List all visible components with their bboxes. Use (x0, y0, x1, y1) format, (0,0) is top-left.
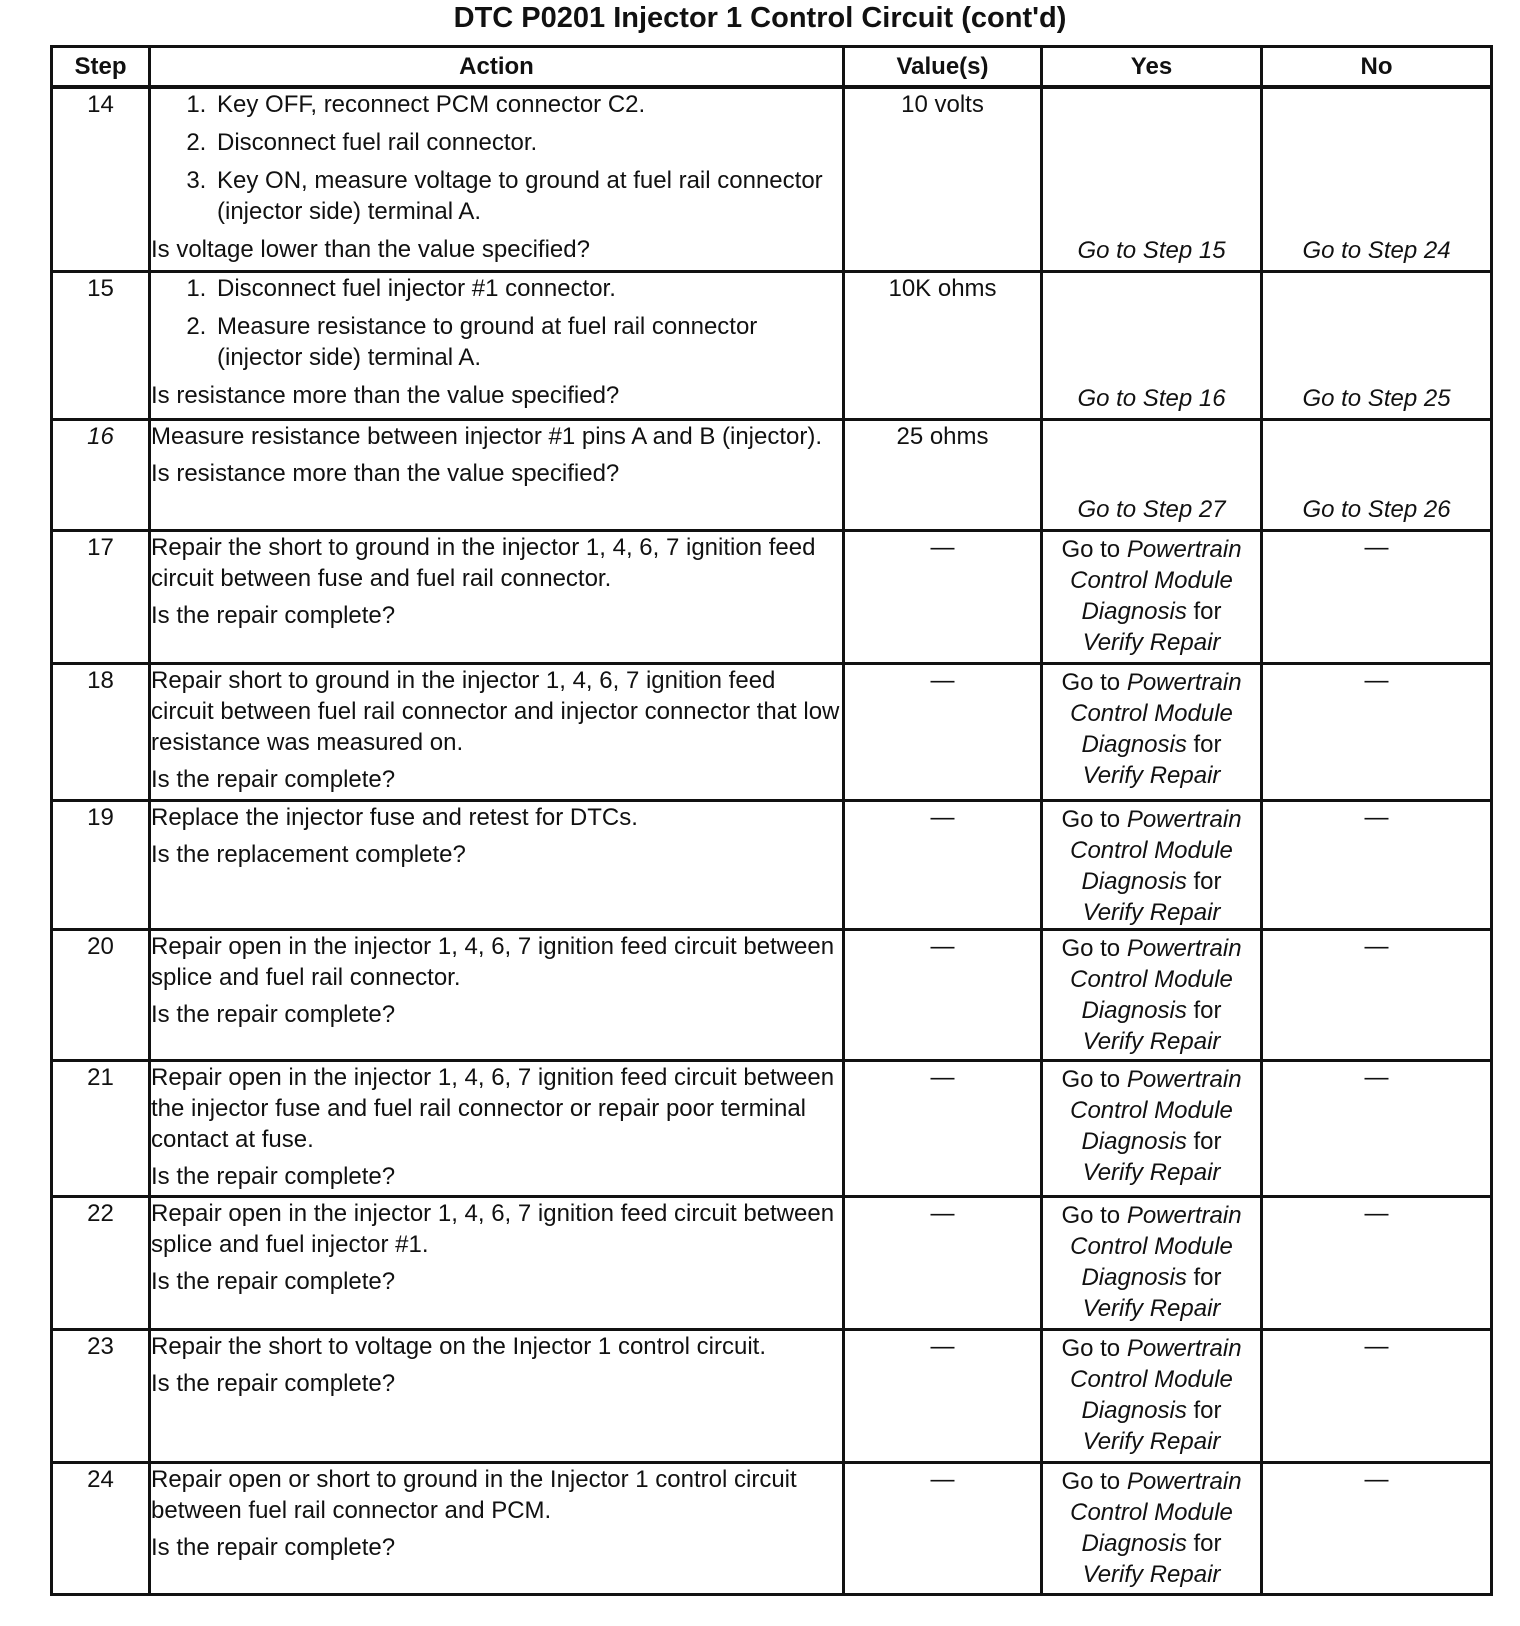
empty-no-dash: — (1364, 1465, 1389, 1493)
step-number: 22 (52, 1196, 150, 1329)
action-text: Repair open in the injector 1, 4, 6, 7 ignition feed circuit between splice and fuel rail connector. (151, 932, 835, 991)
empty-value-dash: — (930, 803, 955, 831)
table-row (52, 800, 1492, 929)
table-row (52, 271, 1492, 419)
no-cell (1262, 530, 1492, 663)
empty-no-dash: — (1364, 932, 1389, 960)
step-number: 23 (52, 1329, 150, 1462)
step-number: 21 (52, 1060, 150, 1196)
action-question: Is the repair complete? (151, 765, 396, 793)
yes-goto: Go to Step 16 (1077, 384, 1226, 412)
value-cell (844, 800, 1042, 929)
action-cell (150, 929, 844, 1060)
empty-no-dash: — (1364, 1199, 1389, 1227)
action-question: Is the repair complete? (151, 1533, 396, 1561)
yes-cell (1042, 800, 1262, 929)
action-cell (150, 800, 844, 929)
table-row (52, 1462, 1492, 1594)
action-text: Repair short to ground in the injector 1, 4, 6, 7 ignition feed circuit between fuel rail connector and injector connector that low resistance was measured on. (151, 666, 840, 756)
action-steps (151, 273, 842, 373)
empty-value-dash: — (930, 1199, 955, 1227)
action-question: Is resistance more than the value specified? (151, 381, 620, 409)
action-cell (150, 87, 844, 271)
yes-goto-pcm: Go to Powertrain Control Module Diagnosis for Verify Repair (1061, 1201, 1242, 1322)
yes-cell (1042, 530, 1262, 663)
action-cell (150, 1329, 844, 1462)
value-cell: 10 volts (844, 87, 1042, 271)
yes-cell (1042, 1060, 1262, 1196)
value-cell (844, 1462, 1042, 1594)
table-row (52, 929, 1492, 1060)
action-cell (150, 419, 844, 530)
table-row (52, 87, 1492, 271)
empty-value-dash: — (930, 666, 955, 694)
action-question: Is the repair complete? (151, 1000, 396, 1028)
yes-cell (1042, 1196, 1262, 1329)
value-cell (844, 1060, 1042, 1196)
table-row (52, 419, 1492, 530)
col-header-no: No (1262, 47, 1492, 88)
action-question: Is the repair complete? (151, 1369, 396, 1397)
empty-no-dash: — (1364, 666, 1389, 694)
action-step: 1. Key OFF, reconnect PCM connector C2. (213, 89, 842, 120)
action-question: Is resistance more than the value specified? (151, 459, 620, 487)
action-cell (150, 1196, 844, 1329)
page-title: DTC P0201 Injector 1 Control Circuit (cont'd) (453, 2, 1067, 34)
empty-value-dash: — (930, 533, 955, 561)
step-number: 24 (52, 1462, 150, 1594)
yes-goto-pcm: Go to Powertrain Control Module Diagnosis for Verify Repair (1061, 535, 1242, 656)
no-cell (1262, 1060, 1492, 1196)
step-number: 15 (52, 271, 150, 419)
action-text: Repair open in the injector 1, 4, 6, 7 ignition feed circuit between splice and fuel injector #1. (151, 1199, 835, 1258)
value-cell (844, 1196, 1042, 1329)
col-header-step: Step (52, 47, 150, 88)
yes-goto-pcm: Go to Powertrain Control Module Diagnosis for Verify Repair (1061, 934, 1242, 1055)
no-goto: Go to Step 25 (1302, 384, 1451, 412)
action-text: Repair open in the injector 1, 4, 6, 7 ignition feed circuit between the injector fuse and fuel rail connector or repair poor terminal contact at fuse. (151, 1063, 835, 1153)
empty-no-dash: — (1364, 533, 1389, 561)
action-cell (150, 271, 844, 419)
no-cell (1262, 663, 1492, 800)
action-question: Is the replacement complete? (151, 840, 466, 868)
step-number: 17 (52, 530, 150, 663)
action-step: 3. Key ON, measure voltage to ground at fuel rail connector (injector side) terminal A. (213, 165, 842, 227)
action-text: Repair open or short to ground in the Injector 1 control circuit between fuel rail connector and PCM. (151, 1465, 797, 1524)
empty-value-dash: — (930, 1332, 955, 1360)
step-number: 16 (52, 419, 150, 530)
table-row (52, 1060, 1492, 1196)
empty-value-dash: — (930, 1465, 955, 1493)
action-question: Is voltage lower than the value specified? (151, 236, 590, 263)
yes-cell (1042, 929, 1262, 1060)
yes-cell (1042, 1462, 1262, 1594)
table-row (52, 663, 1492, 800)
no-cell (1262, 1196, 1492, 1329)
action-step: 2. Disconnect fuel rail connector. (213, 127, 842, 158)
no-cell (1262, 1462, 1492, 1594)
action-steps (151, 89, 842, 227)
empty-no-dash: — (1364, 1063, 1389, 1091)
value-cell (844, 929, 1042, 1060)
col-header-values: Value(s) (844, 47, 1042, 88)
no-cell (1262, 1329, 1492, 1462)
col-header-yes: Yes (1042, 47, 1262, 88)
yes-cell (1042, 663, 1262, 800)
step-number: 14 (52, 87, 150, 271)
action-text: Replace the injector fuse and retest for DTCs. (151, 803, 638, 831)
action-question: Is the repair complete? (151, 1267, 396, 1295)
yes-goto: Go to Step 27 (1077, 495, 1226, 523)
action-question: Is the repair complete? (151, 601, 396, 629)
no-cell (1262, 800, 1492, 929)
action-cell (150, 663, 844, 800)
action-question: Is the repair complete? (151, 1162, 396, 1190)
yes-goto-pcm: Go to Powertrain Control Module Diagnosis for Verify Repair (1061, 805, 1242, 926)
empty-no-dash: — (1364, 1332, 1389, 1360)
value-cell: 25 ohms (844, 419, 1042, 530)
step-number: 18 (52, 663, 150, 800)
no-goto: Go to Step 26 (1302, 495, 1451, 523)
action-cell (150, 1060, 844, 1196)
table-row (52, 530, 1492, 663)
empty-value-dash: — (930, 932, 955, 960)
action-cell (150, 530, 844, 663)
value-cell (844, 1329, 1042, 1462)
yes-cell (1042, 1329, 1262, 1462)
no-cell (1262, 929, 1492, 1060)
no-goto: Go to Step 24 (1302, 236, 1451, 264)
action-step: 1. Disconnect fuel injector #1 connector. (213, 273, 842, 304)
action-text: Repair the short to voltage on the Injector 1 control circuit. (151, 1332, 766, 1360)
step-number: 20 (52, 929, 150, 1060)
action-step: 2. Measure resistance to ground at fuel rail connector (injector side) terminal A. (213, 311, 842, 373)
col-header-action: Action (150, 47, 844, 88)
diagnostic-table (50, 45, 1493, 1596)
step-number: 19 (52, 800, 150, 929)
action-text: Measure resistance between injector #1 pins A and B (injector). (151, 422, 823, 450)
header-row (52, 47, 1492, 88)
empty-no-dash: — (1364, 803, 1389, 831)
value-cell (844, 530, 1042, 663)
yes-goto-pcm: Go to Powertrain Control Module Diagnosis for Verify Repair (1061, 1334, 1242, 1455)
value-cell: 10K ohms (844, 271, 1042, 419)
yes-goto: Go to Step 15 (1077, 236, 1226, 264)
action-text: Repair the short to ground in the injector 1, 4, 6, 7 ignition feed circuit between fuse and fuel rail connector. (151, 533, 816, 592)
yes-goto-pcm: Go to Powertrain Control Module Diagnosis for Verify Repair (1061, 668, 1242, 789)
yes-goto-pcm: Go to Powertrain Control Module Diagnosis for Verify Repair (1061, 1065, 1242, 1186)
table-row (52, 1196, 1492, 1329)
action-cell (150, 1462, 844, 1594)
table-row (52, 1329, 1492, 1462)
empty-value-dash: — (930, 1063, 955, 1091)
value-cell (844, 663, 1042, 800)
yes-goto-pcm: Go to Powertrain Control Module Diagnosis for Verify Repair (1061, 1467, 1242, 1588)
